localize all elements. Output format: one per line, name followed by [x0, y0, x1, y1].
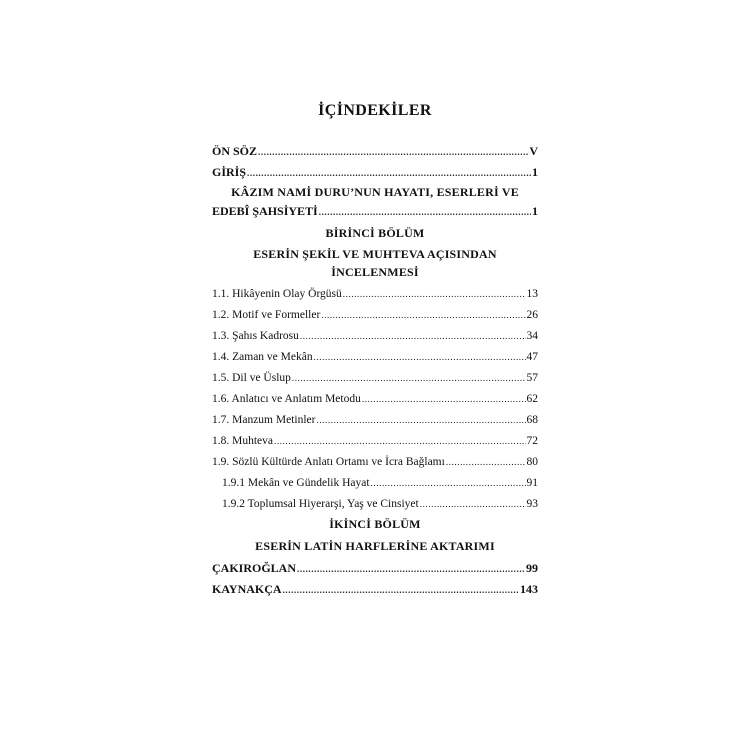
- toc-entry-page: 1: [532, 204, 538, 218]
- toc-subentry: [222, 496, 538, 512]
- toc-entry-page: V: [529, 144, 538, 158]
- toc-entry-kaynakca: [212, 581, 538, 598]
- toc-entry-label: ÖN SÖZ: [212, 144, 258, 158]
- toc-entry-page: 143: [520, 582, 538, 596]
- toc-entry-label: 1.6. Anlatıcı ve Anlatım Metodu: [212, 393, 361, 405]
- toc-entry: [212, 349, 538, 365]
- dot-leader: [343, 286, 526, 302]
- toc-entry: [212, 328, 538, 344]
- dot-leader: [292, 370, 526, 386]
- toc-entry-label: 1.8. Muhteva: [212, 435, 274, 447]
- toc-entry-label: 1.9.2 Toplumsal Hiyerarşi, Yaş ve Cinsiyet: [222, 498, 419, 510]
- toc-entry-label: 1.9. Sözlü Kültürde Anlatı Ortamı ve İcra Bağlamı: [212, 456, 445, 468]
- dot-leader: [321, 307, 525, 323]
- dot-leader: [420, 496, 526, 512]
- toc-entry-label: 1.7. Manzum Metinler: [212, 414, 316, 426]
- dot-leader: [319, 204, 531, 220]
- toc-entry-page: 99: [526, 561, 538, 575]
- toc-entry-page: 68: [526, 414, 538, 426]
- toc-entry-label: 1.1. Hikâyenin Olay Örgüsü: [212, 288, 342, 300]
- toc-entry-label: GİRİŞ: [212, 165, 247, 179]
- dot-leader: [258, 144, 528, 160]
- toc-entry-label: 1.3. Şahıs Kadrosu: [212, 330, 299, 342]
- toc-entry-label: 1.5. Dil ve Üslup: [212, 372, 291, 384]
- toc-subentry: [222, 475, 538, 491]
- toc-entry-label: 1.4. Zaman ve Mekân: [212, 351, 313, 363]
- toc-entry-page: 57: [526, 372, 538, 384]
- dot-leader: [362, 391, 526, 407]
- part2-heading: İKİNCİ BÖLÜM: [329, 517, 421, 531]
- dot-leader: [247, 165, 531, 181]
- toc-entry-page: 47: [526, 351, 538, 363]
- toc-entry: [212, 433, 538, 449]
- page-title: İÇİNDEKİLER: [318, 102, 432, 119]
- toc-entry-page: 1: [532, 165, 538, 179]
- toc-entry: [212, 454, 538, 470]
- toc-entry-page: 93: [526, 498, 538, 510]
- table-of-contents-page: [212, 0, 538, 750]
- toc-entry: [212, 307, 538, 323]
- toc-entry: [212, 370, 538, 386]
- toc-entry-label: KAYNAKÇA: [212, 582, 282, 596]
- dot-leader: [314, 349, 526, 365]
- toc-entry-page: 80: [526, 456, 538, 468]
- dot-leader: [371, 475, 526, 491]
- toc-entry-label: ÇAKIROĞLAN: [212, 561, 297, 575]
- dot-leader: [300, 328, 526, 344]
- toc-entry-label: 1.9.1 Mekân ve Gündelik Hayat: [222, 477, 370, 489]
- toc-entry-page: 26: [526, 309, 538, 321]
- toc-entry-page: 62: [526, 393, 538, 405]
- part1-subheading-line1: ESERİN ŞEKİL VE MUHTEVA AÇISINDAN: [253, 247, 497, 261]
- toc-entry-page: 13: [526, 288, 538, 300]
- toc-entry: [212, 286, 538, 302]
- part1-heading: BİRİNCİ BÖLÜM: [325, 226, 425, 240]
- toc-entry-page: 34: [526, 330, 538, 342]
- intro-heading: KÂZIM NAMİ DURU’NUN HAYATI, ESERLERİ VE: [231, 185, 519, 199]
- part1-subheading-line2: İNCELENMESİ: [331, 265, 419, 279]
- dot-leader: [316, 412, 525, 428]
- toc-entry-giris: [212, 164, 538, 181]
- toc-entry-label: 1.2. Motif ve Formeller: [212, 309, 321, 321]
- dot-leader: [274, 433, 525, 449]
- toc-entry-page: 72: [526, 435, 538, 447]
- dot-leader: [283, 582, 519, 598]
- toc-entry: [212, 412, 538, 428]
- dot-leader: [446, 454, 526, 470]
- toc-entry-cakiroglan: [212, 560, 538, 577]
- toc-entry-on-soz: [212, 143, 538, 160]
- toc-entry-label: EDEBÎ ŞAHSİYETİ: [212, 204, 318, 218]
- toc-entry: [212, 391, 538, 407]
- toc-entry-edebi-sahsiyeti: [212, 203, 538, 220]
- toc-entry-page: 91: [526, 477, 538, 489]
- dot-leader: [297, 561, 525, 577]
- part2-subheading: ESERİN LATİN HARFLERİNE AKTARIMI: [255, 539, 495, 553]
